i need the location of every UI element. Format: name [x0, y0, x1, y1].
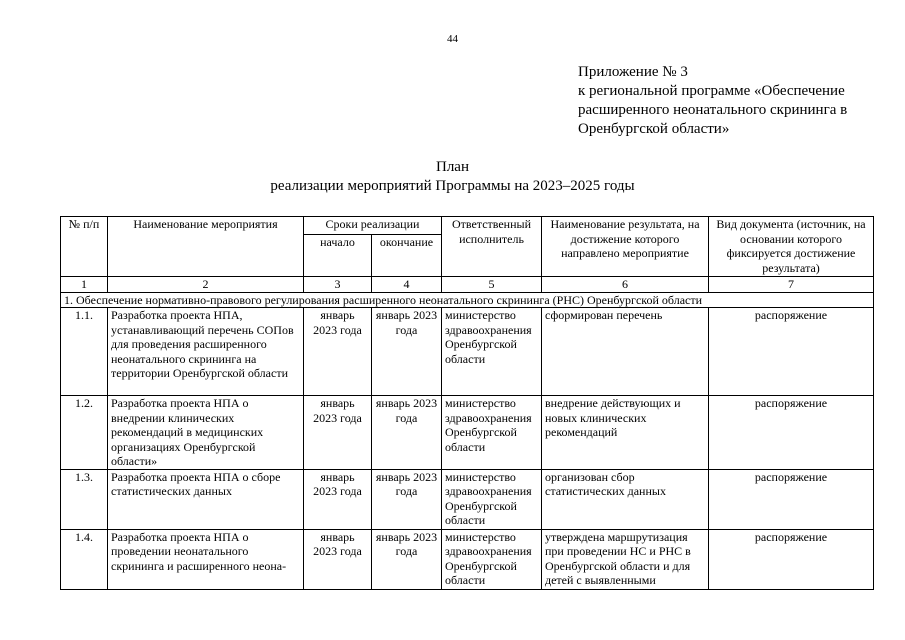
row-result: утверждена маршрутизация при проведении НС и РНС в Оренбургской области и для детей с выявленными — [542, 529, 709, 589]
row-num: 1.4. — [61, 529, 108, 589]
row-end: январь 2023 года — [372, 396, 442, 470]
header-terms: Сроки реализации — [304, 217, 442, 235]
plan-title-line1: План — [435, 159, 469, 175]
appendix-line: к региональной программе «Обеспечение — [578, 83, 845, 99]
section-row — [61, 292, 874, 308]
row-executor: министерство здравоохранения Оренбургской области — [442, 396, 542, 470]
row-end: январь 2023 года — [372, 469, 442, 529]
plan-title — [0, 158, 905, 196]
row-result: внедрение действующих и новых клинических рекомендаций — [542, 396, 709, 470]
row-result: организован сбор статистических данных — [542, 469, 709, 529]
row-start: январь 2023 года — [304, 529, 372, 589]
table-row — [61, 529, 874, 589]
header-result: Наименование результата, на достижение которого направлено мероприятие — [542, 217, 709, 277]
row-name: Разработка проекта НПА о сборе статистических данных — [108, 469, 304, 529]
row-result: сформирован перечень — [542, 308, 709, 396]
header-name: Наименование мероприятия — [108, 217, 304, 277]
row-num: 1.1. — [61, 308, 108, 396]
row-start: январь 2023 года — [304, 469, 372, 529]
col-number: 5 — [442, 277, 542, 293]
col-number: 1 — [61, 277, 108, 293]
plan-title-line2: реализации мероприятий Программы на 2023–2025 годы — [270, 178, 635, 194]
row-document: распоряжение — [709, 469, 874, 529]
col-number: 3 — [304, 277, 372, 293]
page-number: 44 — [447, 33, 458, 45]
row-end: январь 2023 года — [372, 529, 442, 589]
row-num: 1.2. — [61, 396, 108, 470]
appendix-line: расширенного неонатального скрининга в — [578, 102, 848, 118]
row-name: Разработка проекта НПА, устанавливающий перечень СОПов для проведения расширенного неонатального скрининга на территории Оренбургской области — [108, 308, 304, 396]
column-numbers-row — [61, 277, 874, 293]
appendix-line: Оренбургской области» — [578, 121, 730, 137]
row-document: распоряжение — [709, 396, 874, 470]
section-title: 1. Обеспечение нормативно-правового регулирования расширенного неонатального скрининга (РНС) Оренбургской области — [61, 292, 874, 308]
row-document: распоряжение — [709, 529, 874, 589]
header-start: начало — [304, 235, 372, 277]
table-row — [61, 308, 874, 396]
row-name: Разработка проекта НПА о внедрении клинических рекомендаций в медицинских организациях Оренбургской области» — [108, 396, 304, 470]
header-end: окончание — [372, 235, 442, 277]
row-executor: министерство здравоохранения Оренбургской области — [442, 308, 542, 396]
appendix-line: Приложение № 3 — [578, 64, 688, 80]
header-num: № п/п — [61, 217, 108, 277]
header-row — [61, 217, 874, 235]
header-document: Вид документа (источник, на основании которого фиксируется достижение результата) — [709, 217, 874, 277]
row-document: распоряжение — [709, 308, 874, 396]
row-name: Разработка проекта НПА о проведении неонатального скрининга и расширенного неона- — [108, 529, 304, 589]
row-end: январь 2023 года — [372, 308, 442, 396]
col-number: 2 — [108, 277, 304, 293]
plan-table — [60, 216, 874, 590]
row-start: январь 2023 года — [304, 396, 372, 470]
header-executor: Ответственный исполнитель — [442, 217, 542, 277]
col-number: 4 — [372, 277, 442, 293]
table-row — [61, 396, 874, 470]
row-executor: министерство здравоохранения Оренбургской области — [442, 529, 542, 589]
row-executor: министерство здравоохранения Оренбургской области — [442, 469, 542, 529]
col-number: 6 — [542, 277, 709, 293]
row-num: 1.3. — [61, 469, 108, 529]
table-row — [61, 469, 874, 529]
col-number: 7 — [709, 277, 874, 293]
appendix-header — [578, 63, 847, 139]
row-start: январь 2023 года — [304, 308, 372, 396]
